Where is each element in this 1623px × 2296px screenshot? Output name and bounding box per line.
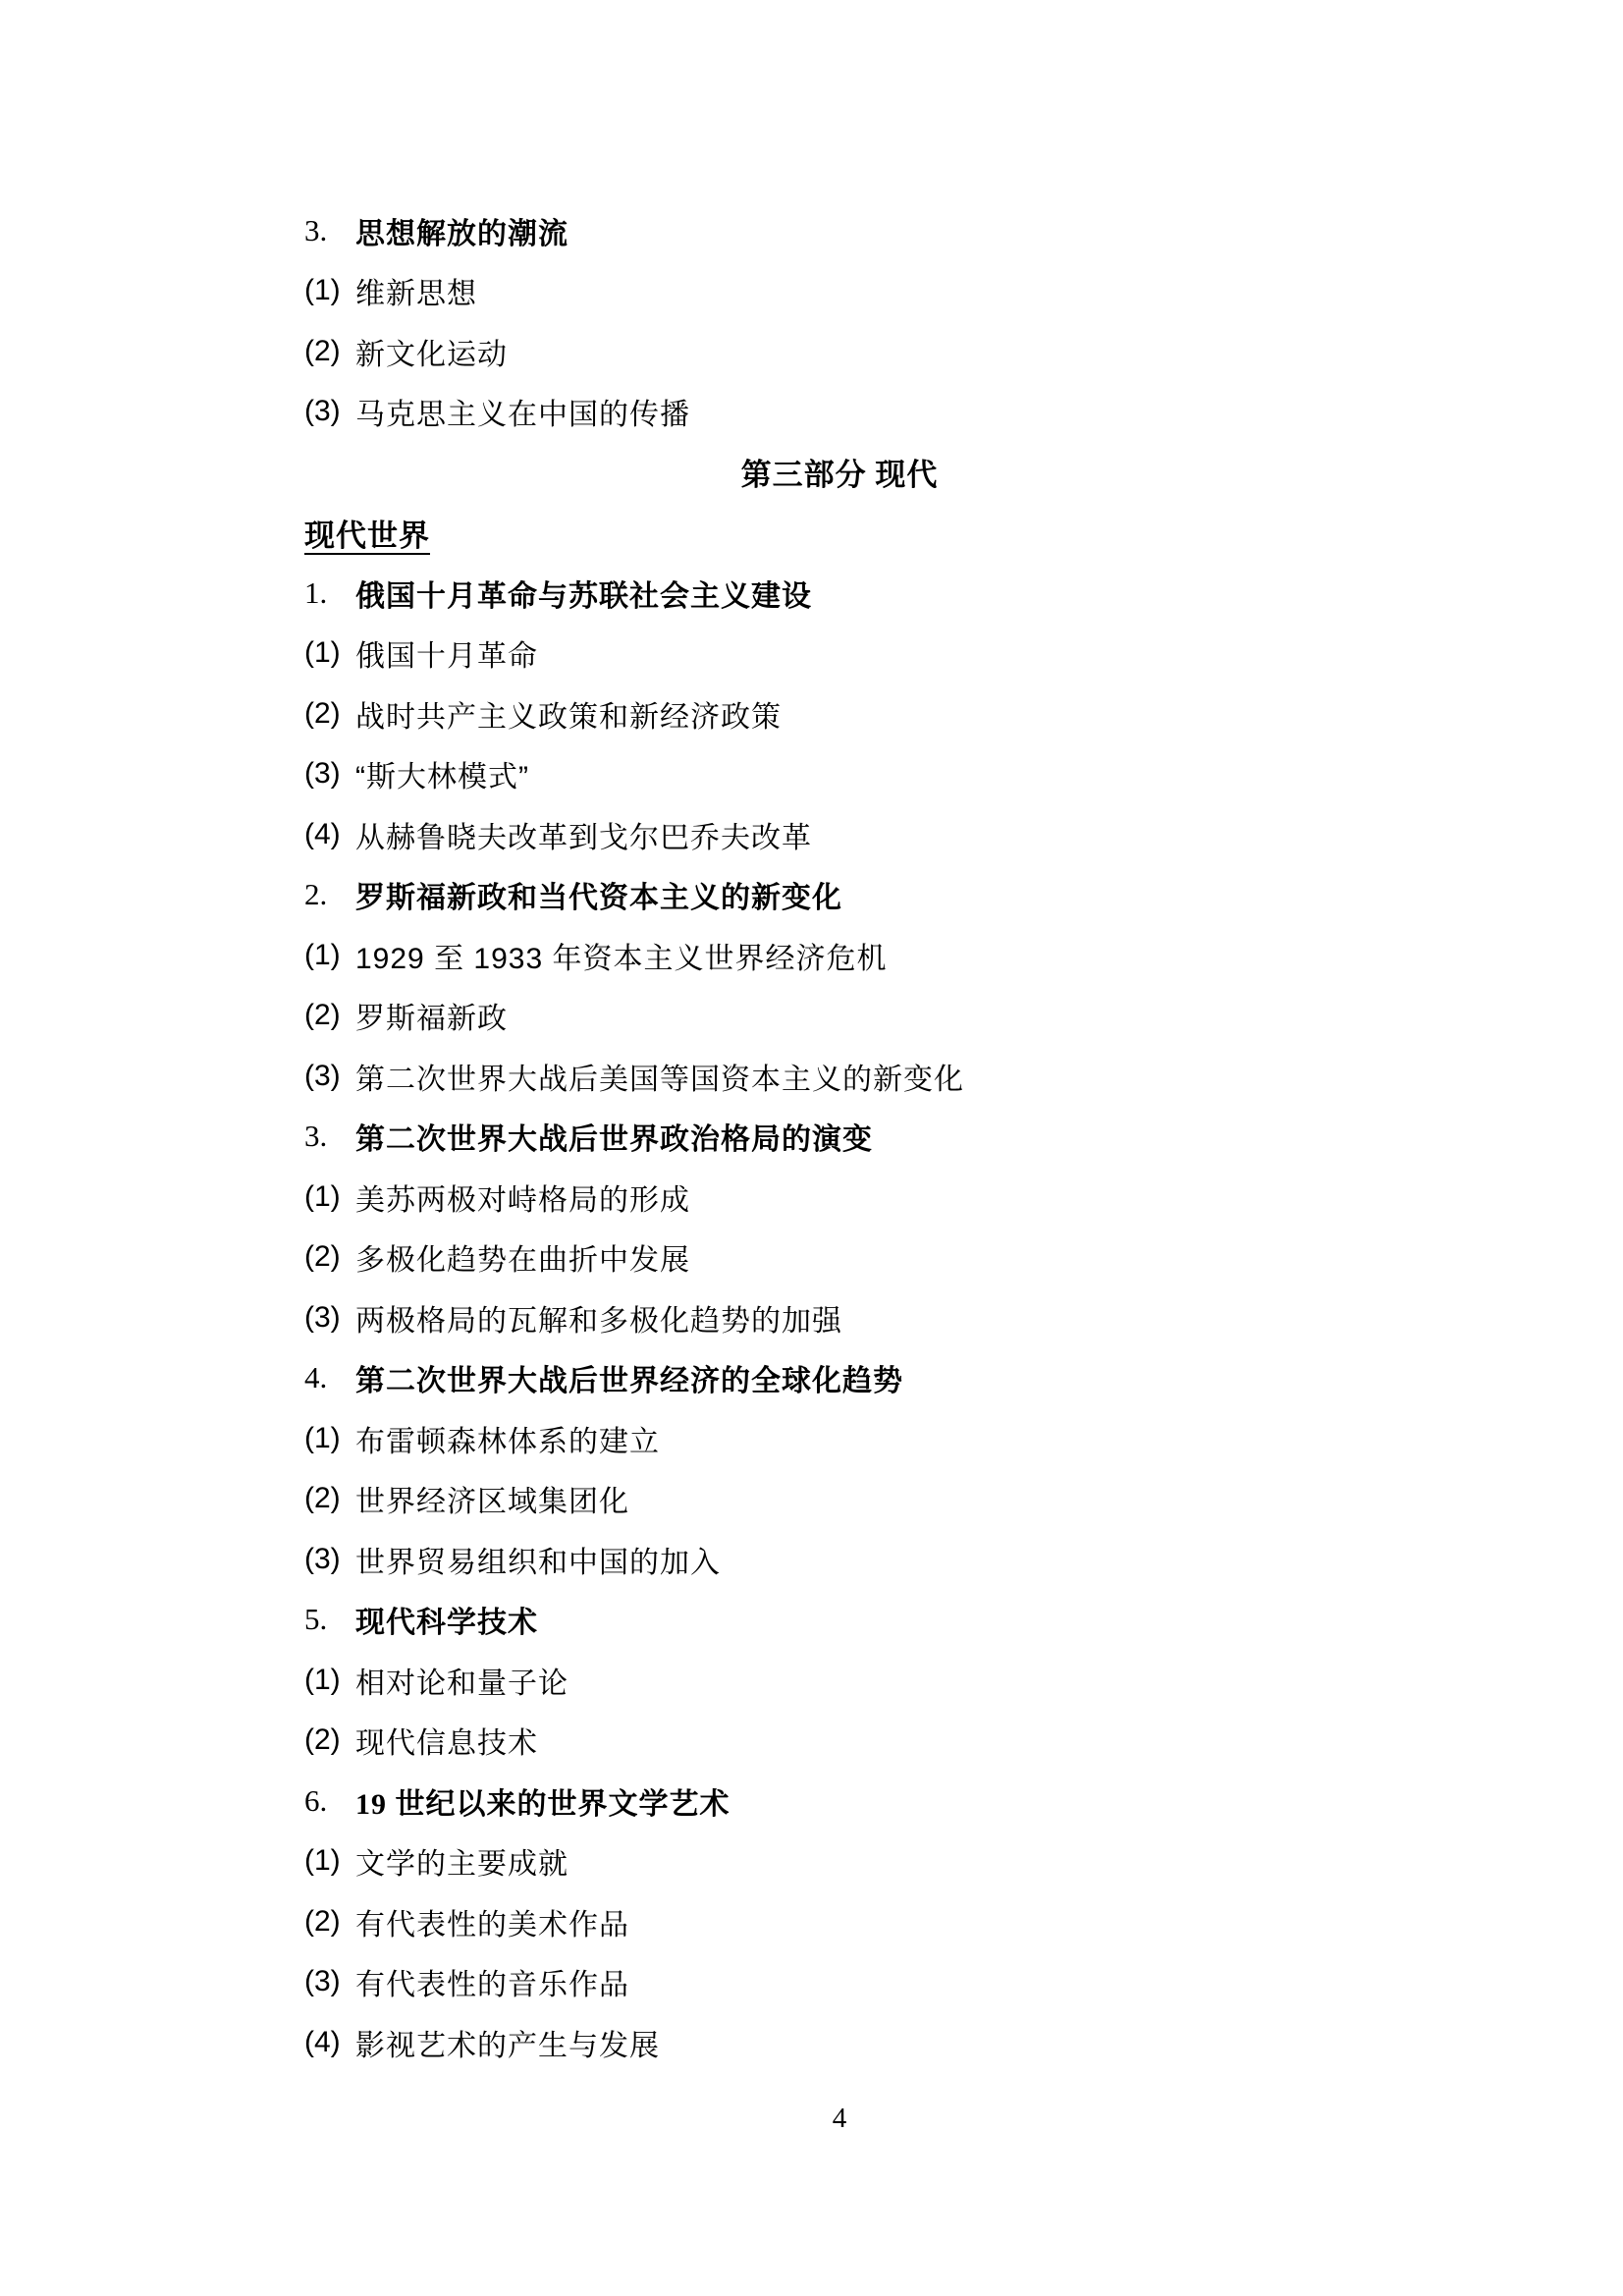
item-text: 世界经济区域集团化 (355, 1486, 629, 1519)
outline-heading (304, 1107, 1375, 1168)
part-title (304, 442, 1375, 503)
outline-item (304, 986, 1375, 1047)
item-text: 世界贸易组织和中国的加入 (355, 1546, 721, 1579)
section-subtitle-text: 现代世界 (304, 518, 430, 553)
item-number: (1) (304, 1844, 341, 1878)
outline-item (304, 1469, 1375, 1530)
outline-item (304, 1711, 1375, 1772)
item-text: 多极化趋势在曲折中发展 (355, 1244, 690, 1278)
outline-heading (304, 1590, 1375, 1651)
outline-heading (304, 563, 1375, 624)
item-number: (1) (304, 938, 341, 971)
item-text: 新文化运动 (355, 338, 508, 371)
item-number: (3) (304, 1300, 341, 1334)
item-number: (4) (304, 2025, 341, 2058)
heading-number: 5. (304, 1602, 328, 1637)
outline-heading (304, 200, 1375, 261)
heading-text: 现代科学技术 (355, 1607, 538, 1640)
item-text: 美苏两极对峙格局的形成 (355, 1183, 690, 1217)
item-number: (2) (304, 696, 341, 730)
item-number: (1) (304, 636, 341, 670)
item-text: “斯大林模式” (355, 761, 529, 794)
outline-heading (304, 1771, 1375, 1831)
item-text: 现代信息技术 (355, 1727, 538, 1761)
item-text: 维新思想 (355, 278, 477, 311)
item-number: (2) (304, 1723, 341, 1757)
item-text: 有代表性的音乐作品 (355, 1969, 629, 2002)
outline-item (304, 1287, 1375, 1348)
item-number: (3) (304, 1542, 341, 1575)
outline-heading (304, 1348, 1375, 1409)
item-text: 相对论和量子论 (355, 1667, 568, 1700)
outline-item (304, 1529, 1375, 1590)
item-number: (2) (304, 999, 341, 1032)
item-number: (3) (304, 395, 341, 428)
heading-number: 1. (304, 574, 328, 610)
outline-item (304, 261, 1375, 322)
item-text: 俄国十月革命 (355, 640, 538, 674)
item-number: (1) (304, 1421, 341, 1454)
item-text: 罗斯福新政 (355, 1003, 508, 1036)
item-number: (1) (304, 1663, 341, 1696)
item-number: (1) (304, 274, 341, 307)
outline-item (304, 624, 1375, 684)
heading-number: 2. (304, 877, 328, 912)
heading-text: 第二次世界大战后世界经济的全球化趋势 (355, 1365, 903, 1398)
item-number: (3) (304, 757, 341, 791)
section-subtitle (304, 503, 1375, 564)
outline-item (304, 1046, 1375, 1107)
item-number: (3) (304, 1059, 341, 1092)
item-text: 从赫鲁晓夫改革到戈尔巴乔夫改革 (355, 821, 812, 854)
outline-heading (304, 865, 1375, 926)
page-number: 4 (832, 2102, 847, 2134)
heading-text: 思想解放的潮流 (355, 217, 568, 250)
outline-item (304, 382, 1375, 443)
item-number: (3) (304, 1965, 341, 1998)
page-footer (304, 2094, 1375, 2143)
item-number: (2) (304, 334, 341, 367)
document-content (304, 200, 1375, 2073)
heading-number: 4. (304, 1360, 328, 1395)
outline-item (304, 2012, 1375, 2073)
heading-number: 3. (304, 212, 328, 247)
outline-item (304, 925, 1375, 986)
outline-item (304, 804, 1375, 865)
heading-text: 俄国十月革命与苏联社会主义建设 (355, 579, 812, 613)
heading-text: 罗斯福新政和当代资本主义的新变化 (355, 882, 842, 915)
item-text: 两极格局的瓦解和多极化趋势的加强 (355, 1304, 842, 1338)
item-number: (2) (304, 1904, 341, 1938)
heading-number: 6. (304, 1782, 328, 1818)
heading-text: 19 世纪以来的世界文学艺术 (355, 1787, 730, 1821)
item-text: 有代表性的美术作品 (355, 1908, 629, 1941)
outline-item (304, 1167, 1375, 1228)
item-number: (2) (304, 1482, 341, 1515)
item-text: 文学的主要成就 (355, 1848, 568, 1882)
outline-item (304, 744, 1375, 805)
item-text: 马克思主义在中国的传播 (355, 399, 690, 432)
item-text: 第二次世界大战后美国等国资本主义的新变化 (355, 1063, 964, 1096)
item-number: (2) (304, 1240, 341, 1274)
heading-number: 3. (304, 1119, 328, 1154)
part-title-text: 第三部分 现代 (740, 458, 939, 493)
item-text: 1929 至 1933 年资本主义世界经济危机 (355, 942, 888, 975)
heading-text: 第二次世界大战后世界政治格局的演变 (355, 1123, 873, 1157)
outline-item (304, 1228, 1375, 1288)
item-text: 布雷顿森林体系的建立 (355, 1425, 660, 1458)
outline-item (304, 1831, 1375, 1892)
outline-item (304, 683, 1375, 744)
item-number: (4) (304, 817, 341, 850)
outline-item (304, 1408, 1375, 1469)
outline-item (304, 1891, 1375, 1952)
outline-item (304, 1650, 1375, 1711)
item-number: (1) (304, 1179, 341, 1213)
outline-item (304, 1952, 1375, 2013)
item-text: 战时共产主义政策和新经济政策 (355, 700, 782, 734)
item-text: 影视艺术的产生与发展 (355, 2029, 660, 2062)
outline-item (304, 321, 1375, 382)
